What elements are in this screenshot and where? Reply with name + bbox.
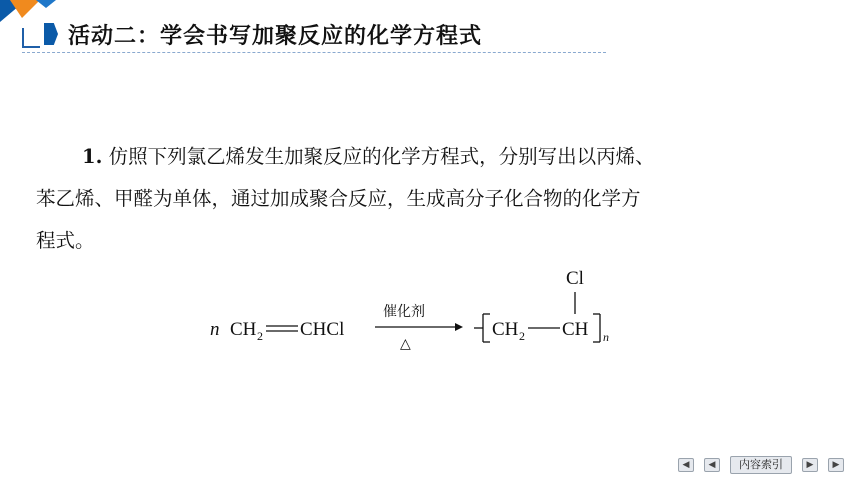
- question-text: [36, 136, 836, 262]
- reaction-arrow: [375, 323, 463, 331]
- reactant-chcl: CHCl: [300, 319, 345, 340]
- question-line-3: 程式。: [36, 229, 95, 252]
- reactant-ch2: CH: [230, 319, 257, 340]
- repeat-n: n: [603, 330, 609, 344]
- marker-icon: [44, 23, 58, 45]
- content-index-button[interactable]: 内容索引: [730, 456, 792, 474]
- question-line-2: 苯乙烯、甲醛为单体，通过加成聚合反应，生成高分子化合物的化学方: [36, 187, 641, 210]
- question-line-1: [36, 136, 836, 178]
- equation-figure: [200, 258, 640, 368]
- double-bond: [266, 326, 298, 331]
- question-line-1-text: 仿照下列氯乙烯发生加聚反应的化学方程式，分别写出以丙烯、: [108, 145, 655, 168]
- product-ch2: CH: [492, 319, 519, 340]
- header-divider: [22, 51, 606, 53]
- next-page-button[interactable]: ▶: [802, 458, 818, 472]
- section-header: [22, 16, 482, 52]
- reactant-ch2-sub: 2: [257, 329, 263, 343]
- question-number: 1.: [82, 145, 103, 168]
- page-title: 活动二：学会书写加聚反应的化学方程式: [68, 23, 483, 49]
- catalyst-label: 催化剂: [383, 304, 425, 320]
- prev-page-button[interactable]: ◀: [704, 458, 720, 472]
- polymer-left-bracket: [474, 314, 490, 342]
- slide-navigation: [678, 456, 844, 474]
- chemical-equation: [200, 258, 640, 368]
- polymer-right-bracket: [593, 314, 600, 342]
- product-ch: CH: [562, 319, 589, 340]
- substituent-cl: Cl: [566, 268, 584, 289]
- heat-symbol: △: [400, 336, 411, 352]
- product-ch2-sub: 2: [519, 329, 525, 343]
- bracket-icon: [22, 28, 40, 48]
- last-page-button[interactable]: ▶: [828, 458, 844, 472]
- first-page-button[interactable]: ◀: [678, 458, 694, 472]
- coefficient-n: n: [210, 319, 220, 340]
